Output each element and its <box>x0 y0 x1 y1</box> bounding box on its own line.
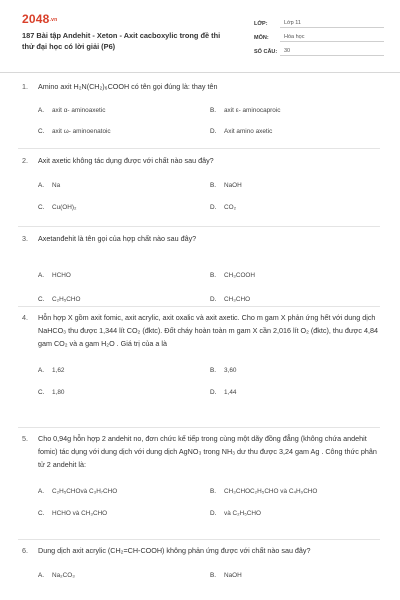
option-d[interactable]: D. CO₂ <box>210 204 237 211</box>
question-text: Axit axetic không tác dụng được với chất nào sau đây? <box>38 156 214 165</box>
option-c[interactable]: C. axit ω- aminoenatoic <box>38 128 111 135</box>
meta-count-row <box>254 42 384 56</box>
worksheet-meta <box>254 14 384 56</box>
question-text: Hỗn hợp X gồm axit fomic, axit acrylic, axit oxalic và axit axetic. Cho m gam X phản ứng hết với dung dịch NaHCO₃ thu được 1,344 lít CO₂ (đktc). Đốt cháy hoàn toàn m gam X cần 2,016 lít O₂ (đktc), thu được 4,84 gam CO₂ và a gam H₂O . Giá trị của a là <box>38 313 378 348</box>
options <box>38 557 378 581</box>
option-b[interactable]: B. NaOH <box>210 572 242 579</box>
option-d[interactable]: D. Axit amino axetic <box>210 128 273 135</box>
options <box>38 350 378 404</box>
option-a[interactable]: A. Na <box>38 182 61 189</box>
option-a[interactable]: A. HCHO <box>38 272 71 279</box>
question-number: 1. <box>22 82 28 91</box>
meta-class-row <box>254 14 384 28</box>
meta-count-label: SỐ CÂU: <box>254 49 278 55</box>
question-2 <box>22 154 378 211</box>
divider <box>18 427 380 428</box>
divider <box>18 148 380 149</box>
options <box>38 93 378 137</box>
option-a[interactable]: A. axit α- aminoaxetic <box>38 107 106 114</box>
question-1 <box>22 80 378 137</box>
question-number: 2. <box>22 156 28 165</box>
option-b[interactable]: B. NaOH <box>210 182 242 189</box>
option-a[interactable]: A. Na₂CO₃ <box>38 572 75 579</box>
option-c[interactable]: C. Cu(OH)₂ <box>38 204 77 211</box>
logo-suffix: .vn <box>49 16 58 23</box>
option-c[interactable]: C. 1,80 <box>38 389 65 396</box>
meta-class-value: Lớp 11 <box>280 20 384 28</box>
logo-text: 2048 <box>22 12 50 26</box>
meta-subject-label: MÔN: <box>254 35 269 41</box>
option-b[interactable]: B. 3,60 <box>210 367 237 374</box>
worksheet-header <box>0 0 400 73</box>
option-c[interactable]: C. C₂H₅CHO <box>38 296 81 303</box>
meta-subject-value: Hóa học <box>280 34 384 42</box>
option-a[interactable]: A. C₂H₅CHOvà C₃H₇CHO <box>38 488 118 495</box>
question-6 <box>22 544 378 581</box>
worksheet-title: 187 Bài tập Andehit - Xeton - Axit cacboxylic trong đề thi thử đại học có lời giải (P6) <box>22 31 221 51</box>
divider <box>18 226 380 227</box>
question-text: Cho 0,94g hỗn hợp 2 andehit no, đơn chức kế tiếp trong cùng một dãy đồng đẳng (không chứa andehit fomic) tác dụng với dung dịch với dung dịch AgNO₃ trong NH₃ dư thu được 3,24 gam Ag . Công thức phân tử 2 andehit là: <box>38 434 377 469</box>
question-5 <box>22 432 378 519</box>
option-d[interactable]: D. 1,44 <box>210 389 237 396</box>
divider <box>18 539 380 540</box>
option-a[interactable]: A. 1,62 <box>38 367 65 374</box>
question-text: Amino axit H₂N(CH₂)₆COOH có tên gọi đúng là: thay tên <box>38 82 218 91</box>
option-b[interactable]: B. CH₃COOH <box>210 272 256 279</box>
meta-count-value: 30 <box>280 48 384 56</box>
options <box>38 245 378 305</box>
question-text: Axetanđehit là tên gọi của hợp chất nào sau đây? <box>38 234 197 243</box>
meta-subject-row <box>254 28 384 42</box>
question-4 <box>22 311 378 404</box>
question-number: 3. <box>22 234 28 243</box>
question-number: 6. <box>22 546 28 555</box>
option-b[interactable]: B. axit ε- aminocaproic <box>210 107 281 114</box>
option-d[interactable]: D. CH₃CHO <box>210 296 251 303</box>
option-d[interactable]: D. và C₂H₅CHO <box>210 510 262 517</box>
question-text: Dung dịch axit acrylic (CH₂=CH-COOH) không phản ứng được với chất nào sau đây? <box>38 546 311 555</box>
options <box>38 167 378 211</box>
option-c[interactable]: C. HCHO và CH₃CHO <box>38 510 108 517</box>
meta-class-label: LỚP: <box>254 21 268 27</box>
question-number: 4. <box>22 313 28 322</box>
question-3 <box>22 232 378 305</box>
divider <box>18 306 380 307</box>
site-logo[interactable] <box>22 12 57 26</box>
option-b[interactable]: B. CH₃CHOC₂H₅CHO và C₄H₉CHO <box>210 488 318 495</box>
question-number: 5. <box>22 434 28 443</box>
options <box>38 471 378 519</box>
